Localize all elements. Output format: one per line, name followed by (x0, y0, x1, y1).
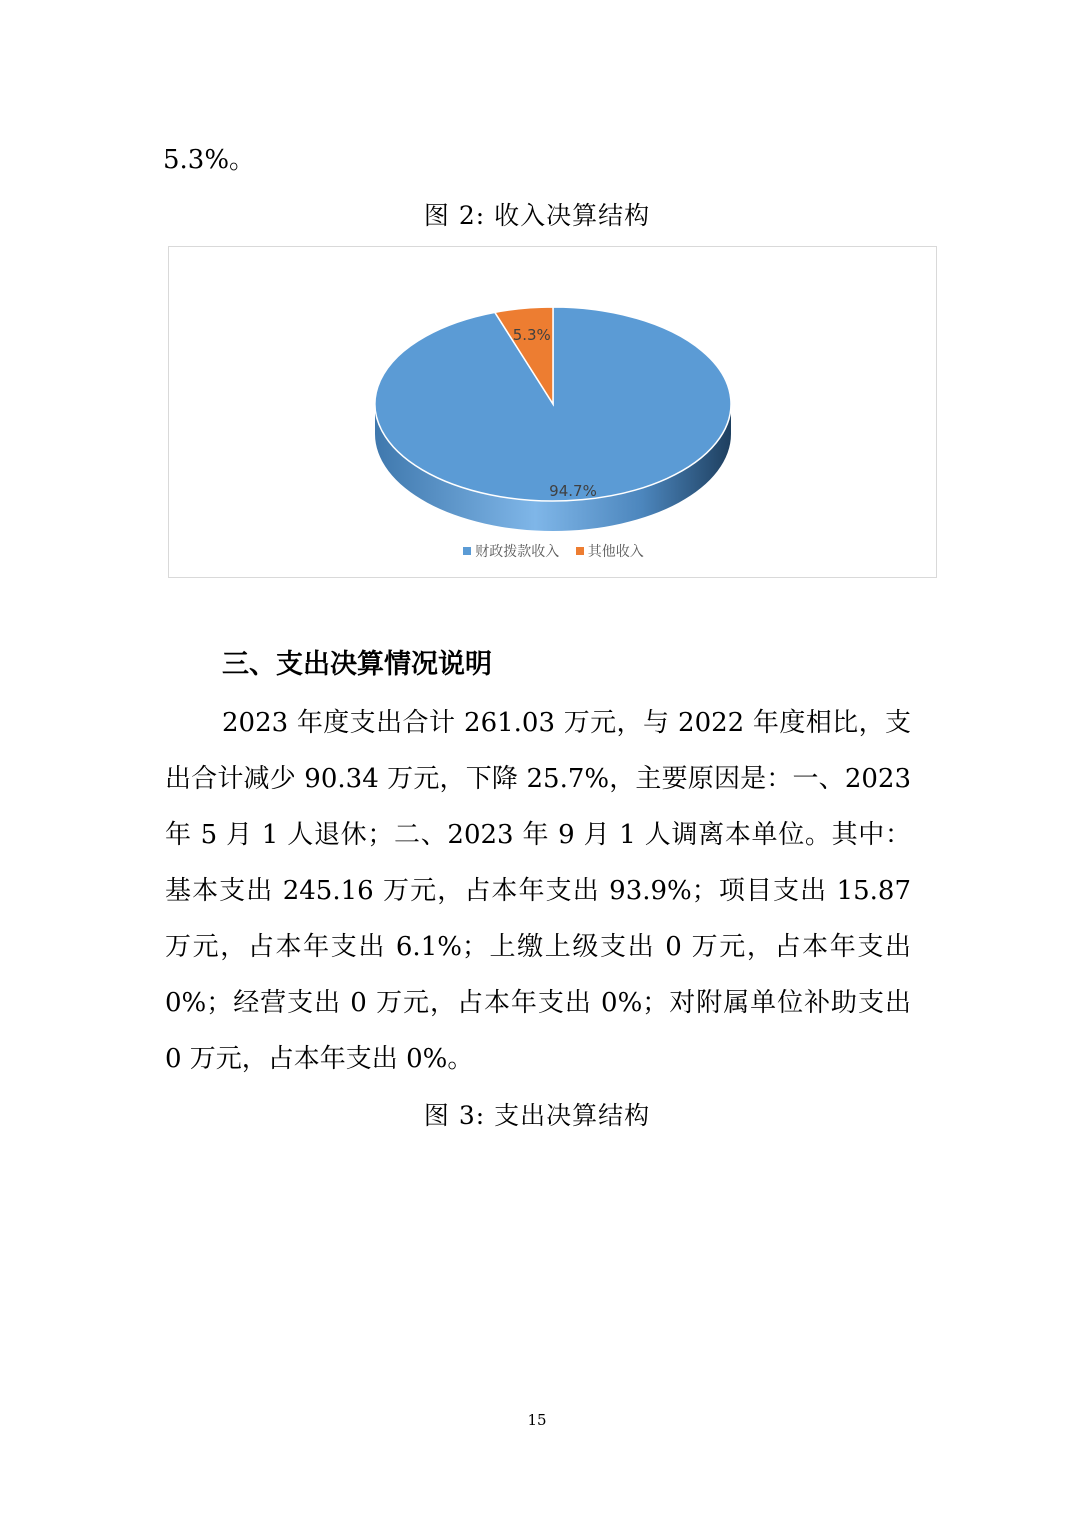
paragraph-line-1: 2023 年度支出合计 261.03 万元，与 2022 年度相比，支 (222, 708, 911, 738)
legend-label-other: 其他收入 (587, 544, 644, 560)
chart-legend (169, 543, 938, 561)
paragraph-line-6: 0%；经营支出 0 万元，占本年支出 0%；对附属单位补助支出 (165, 988, 911, 1018)
figure-2-caption: 图 2: 收入决算结构 (423, 201, 651, 230)
data-label-fiscal: 94.7% (549, 482, 597, 500)
paragraph-line-4: 基本支出 245.16 万元，占本年支出 93.9%；项目支出 15.87 (165, 876, 911, 906)
paragraph-line-7: 0 万元，占本年支出 0%。 (165, 1044, 474, 1074)
pie-chart-svg (169, 247, 938, 579)
legend-item-fiscal (463, 543, 559, 561)
paragraph-line-5: 万元，占本年支出 6.1%；上缴上级支出 0 万元，占本年支出 (165, 932, 911, 962)
data-label-other: 5.3% (512, 326, 551, 345)
intro-tail: 5.3%。 (163, 145, 256, 175)
paragraph-line-2: 出合计减少 90.34 万元，下降 25.7%，主要原因是：一、2023 (165, 764, 911, 794)
paragraph-line-3: 年 5 月 1 人退休；二、2023 年 9 月 1 人调离本单位。其中： (165, 820, 911, 850)
page-number: 15 (527, 1411, 547, 1429)
figure-3-caption: 图 3: 支出决算结构 (423, 1101, 651, 1130)
section-heading: 三、支出决算情况说明 (222, 649, 492, 680)
legend-label-fiscal: 财政拨款收入 (475, 544, 560, 560)
legend-swatch-fiscal (463, 547, 471, 555)
legend-swatch-other (576, 547, 584, 555)
legend-item-other (576, 543, 644, 561)
income-structure-chart (168, 246, 937, 578)
